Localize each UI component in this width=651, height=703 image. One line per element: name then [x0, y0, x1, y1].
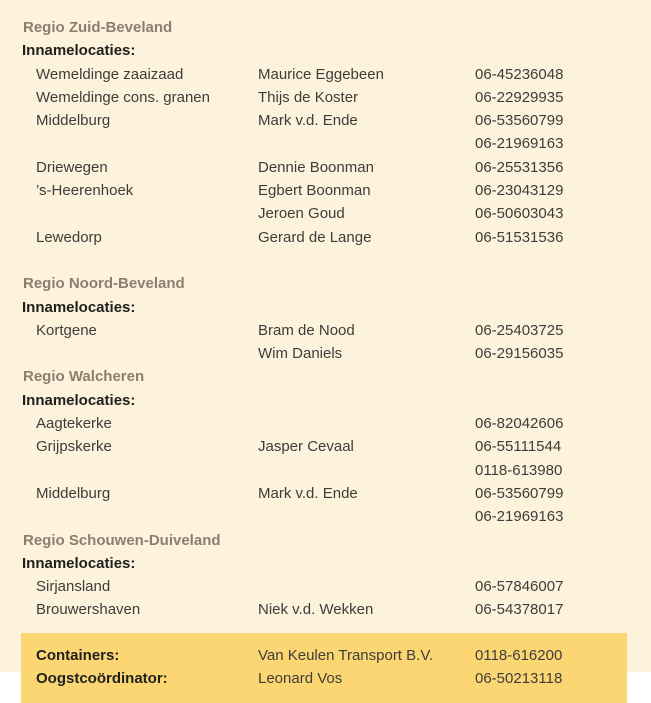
contact-name-cell: Thijs de Koster [258, 88, 359, 106]
phone-cell: 06-25403725 [475, 321, 564, 339]
phone-cell: 06-22929935 [475, 88, 564, 106]
contact-row [0, 132, 651, 155]
contact-row [0, 459, 651, 482]
phone-cell: 06-21969163 [475, 508, 564, 526]
region-section [0, 272, 651, 365]
location-cell: Grijpskerke [36, 438, 112, 456]
footer-label: Containers: [36, 647, 120, 664]
contact-name-cell: Wim Daniels [258, 345, 343, 363]
footer-name-cell: Van Keulen Transport B.V. [258, 647, 434, 664]
contact-row [0, 575, 651, 598]
phone-cell: 06-82042606 [475, 415, 564, 433]
footer-name-cell: Leonard Vos [258, 670, 343, 688]
contact-name-cell: Egbert Boonman [258, 182, 371, 200]
contact-row [0, 156, 651, 179]
contact-name-cell: Gerard de Lange [258, 228, 372, 246]
contact-name-cell [258, 575, 475, 598]
contact-row [0, 412, 651, 435]
region-title: Regio Walcheren [23, 368, 145, 386]
location-cell: Kortgene [36, 321, 97, 339]
contact-row [0, 179, 651, 202]
contact-name-cell: Mark v.d. Ende [258, 112, 358, 130]
contact-row [0, 86, 651, 109]
phone-cell: 06-23043129 [475, 182, 564, 200]
footer-row [36, 667, 627, 690]
region-title: Regio Schouwen-Duiveland [23, 531, 221, 549]
footer-row [36, 644, 627, 667]
contact-row [0, 342, 651, 365]
footer-phone-cell: 0118-616200 [475, 647, 563, 664]
contact-row [0, 226, 651, 249]
phone-cell: 06-53560799 [475, 484, 564, 502]
phone-cell: 06-21969163 [475, 135, 564, 153]
footer-phone-cell: 06-50213118 [475, 670, 563, 688]
location-cell [36, 342, 258, 365]
contact-row [0, 598, 651, 621]
phone-cell: 06-51531536 [475, 228, 564, 246]
phone-cell: 06-29156035 [475, 345, 564, 363]
location-cell [36, 505, 258, 528]
innamelocaties-label: Innamelocaties: [22, 554, 136, 572]
location-cell: Driewegen [36, 158, 108, 176]
contact-name-cell: Dennie Boonman [258, 158, 374, 176]
footer-label: Oogstcoördinator: [36, 670, 168, 688]
location-cell: Wemeldinge cons. granen [36, 88, 210, 106]
region-title: Regio Zuid-Beveland [23, 19, 173, 36]
phone-cell: 06-57846007 [475, 578, 564, 596]
contact-name-cell: Bram de Nood [258, 321, 355, 339]
innamelocaties-label: Innamelocaties: [22, 42, 136, 60]
region-title: Regio Noord-Beveland [23, 275, 185, 293]
contact-row [0, 435, 651, 458]
phone-cell: 06-50603043 [475, 205, 564, 223]
contact-row [0, 109, 651, 132]
region-section [0, 529, 651, 622]
contact-name-cell [258, 132, 475, 155]
contact-name-cell [258, 505, 475, 528]
contact-row [0, 482, 651, 505]
contact-name-cell: Maurice Eggebeen [258, 65, 384, 83]
contact-name-cell: Jeroen Goud [258, 205, 345, 223]
location-cell: Wemeldinge zaaizaad [36, 65, 184, 83]
region-section [0, 16, 651, 249]
location-cell [36, 132, 258, 155]
contact-row [0, 202, 651, 225]
location-cell: Lewedorp [36, 228, 102, 246]
innamelocaties-label: Innamelocaties: [22, 298, 136, 316]
contact-row [0, 63, 651, 86]
contact-name-cell: Mark v.d. Ende [258, 484, 358, 502]
phone-cell: 06-55111544 [475, 438, 562, 456]
location-cell [36, 202, 258, 225]
phone-cell: 06-25531356 [475, 158, 564, 176]
location-cell [36, 459, 258, 482]
phone-cell: 06-45236048 [475, 65, 564, 83]
innamelocaties-label: Innamelocaties: [22, 391, 136, 409]
phone-cell: 06-53560799 [475, 112, 564, 130]
contact-name-cell: Niek v.d. Wekken [258, 601, 374, 619]
region-section [0, 365, 651, 528]
contact-row [0, 505, 651, 528]
phone-cell: 06-54378017 [475, 601, 564, 619]
contact-row [0, 319, 651, 342]
contact-name-cell [258, 459, 475, 482]
phone-cell: 0118-613980 [475, 461, 563, 479]
location-cell: Middelburg [36, 484, 111, 502]
contact-name-cell: Jasper Cevaal [258, 438, 354, 456]
location-cell: Brouwershaven [36, 601, 141, 619]
location-cell: Sirjansland [36, 578, 111, 596]
footer-highlight [21, 633, 627, 703]
location-cell: Aagtekerke [36, 415, 112, 433]
location-cell: ’s-Heerenhoek [36, 182, 134, 200]
contact-name-cell [258, 412, 475, 435]
location-cell: Middelburg [36, 112, 111, 130]
